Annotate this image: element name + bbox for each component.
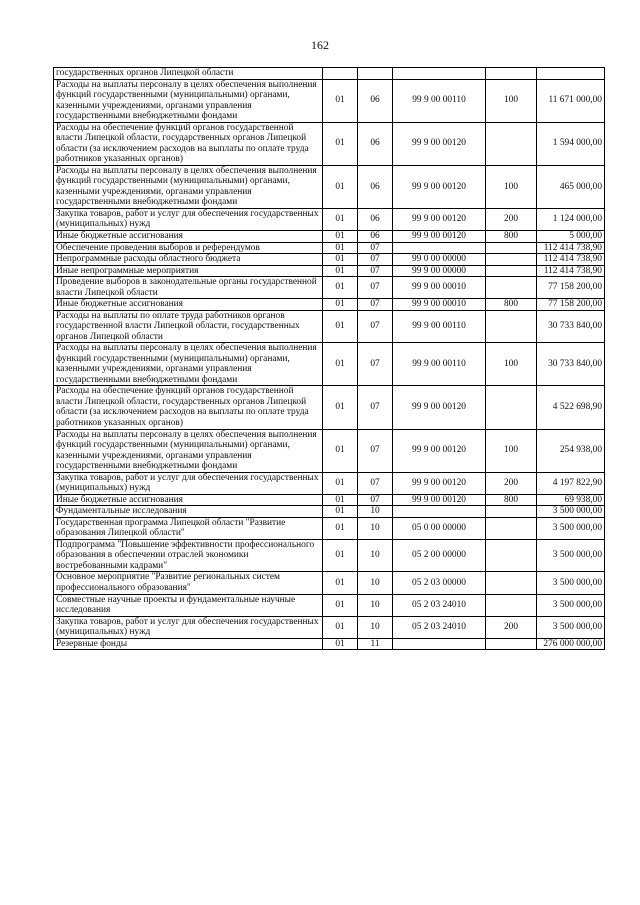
subsection-code-cell: 06: [358, 230, 393, 242]
table-row: [54, 386, 605, 429]
amount-cell: 112 414 738,90: [537, 265, 605, 277]
expense-type-cell: [486, 265, 537, 277]
subsection-code-cell: 07: [358, 265, 393, 277]
target-article-cell: 99 9 00 00120: [393, 429, 486, 472]
target-article-cell: 99 0 00 00000: [393, 254, 486, 266]
amount-cell: 3 500 000,00: [537, 506, 605, 518]
section-code-cell: 01: [323, 572, 358, 594]
subsection-code-cell: 06: [358, 165, 393, 208]
amount-cell: 112 414 738,90: [537, 242, 605, 254]
target-article-cell: 99 9 00 00010: [393, 277, 486, 299]
subsection-code-cell: 10: [358, 594, 393, 616]
amount-cell: 11 671 000,00: [537, 79, 605, 122]
expense-type-cell: 800: [486, 299, 537, 311]
target-article-cell: 99 9 00 00120: [393, 165, 486, 208]
expense-type-cell: [486, 517, 537, 539]
amount-cell: 465 000,00: [537, 165, 605, 208]
subsection-code-cell: 07: [358, 299, 393, 311]
section-code-cell: 01: [323, 594, 358, 616]
target-article-cell: 05 2 03 00000: [393, 572, 486, 594]
amount-cell: 3 500 000,00: [537, 539, 605, 572]
target-article-cell: 99 9 00 00120: [393, 494, 486, 506]
amount-cell: 30 733 840,00: [537, 343, 605, 386]
expense-type-cell: [486, 68, 537, 80]
amount-cell: 69 938,00: [537, 494, 605, 506]
target-article-cell: 05 0 00 00000: [393, 517, 486, 539]
amount-cell: 77 158 200,00: [537, 277, 605, 299]
target-article-cell: 05 2 03 24010: [393, 616, 486, 638]
item-name-cell: Подпрограмма "Повышение эффективности профессионального образования в обеспечении отраслей экономики востребованными кадрами": [54, 539, 323, 572]
table-row: [54, 299, 605, 311]
item-name-cell: Проведение выборов в законодательные органы государственной власти Липецкой области: [54, 277, 323, 299]
subsection-code-cell: 07: [358, 242, 393, 254]
item-name-cell: Расходы на выплаты персоналу в целях обеспечения выполнения функций государственными (муниципальными) органами, казенными учреждениями, органами управления государственными внебюджетными фондами: [54, 79, 323, 122]
page-number: 162: [311, 38, 329, 52]
target-article-cell: 05 2 03 24010: [393, 594, 486, 616]
expense-type-cell: [486, 310, 537, 343]
amount-cell: 254 938,00: [537, 429, 605, 472]
target-article-cell: 05 2 00 00000: [393, 539, 486, 572]
section-code-cell: 01: [323, 208, 358, 230]
table-row: [54, 165, 605, 208]
table-row: [54, 122, 605, 165]
subsection-code-cell: 07: [358, 254, 393, 266]
budget-table: [53, 67, 605, 650]
section-code-cell: 01: [323, 343, 358, 386]
section-code-cell: 01: [323, 506, 358, 518]
section-code-cell: 01: [323, 242, 358, 254]
section-code-cell: 01: [323, 265, 358, 277]
item-name-cell: Расходы на обеспечение функций органов государственной власти Липецкой области, государственных органов Липецкой области (за исключением расходов на выплаты по оплате труда работников указанных органов): [54, 122, 323, 165]
table-row: [54, 429, 605, 472]
table-row: [54, 539, 605, 572]
amount-cell: 3 500 000,00: [537, 616, 605, 638]
subsection-code-cell: 10: [358, 539, 393, 572]
subsection-code-cell: [358, 68, 393, 80]
section-code-cell: 01: [323, 386, 358, 429]
table-row: [54, 616, 605, 638]
subsection-code-cell: 07: [358, 386, 393, 429]
expense-type-cell: 100: [486, 165, 537, 208]
target-article-cell: 99 9 00 00010: [393, 299, 486, 311]
expense-type-cell: 200: [486, 208, 537, 230]
expense-type-cell: 800: [486, 230, 537, 242]
amount-cell: 276 000 000,00: [537, 638, 605, 650]
item-name-cell: Иные бюджетные ассигнования: [54, 299, 323, 311]
budget-table-body: [54, 68, 605, 650]
expense-type-cell: 800: [486, 494, 537, 506]
target-article-cell: [393, 506, 486, 518]
subsection-code-cell: 07: [358, 277, 393, 299]
section-code-cell: 01: [323, 299, 358, 311]
amount-cell: 3 500 000,00: [537, 572, 605, 594]
table-row: [54, 277, 605, 299]
subsection-code-cell: 06: [358, 208, 393, 230]
subsection-code-cell: 07: [358, 494, 393, 506]
amount-cell: 30 733 840,00: [537, 310, 605, 343]
table-row: [54, 230, 605, 242]
section-code-cell: [323, 68, 358, 80]
target-article-cell: 99 9 00 00000: [393, 265, 486, 277]
section-code-cell: 01: [323, 310, 358, 343]
expense-type-cell: [486, 638, 537, 650]
item-name-cell: Иные бюджетные ассигнования: [54, 230, 323, 242]
item-name-cell: Расходы на выплаты персоналу в целях обеспечения выполнения функций государственными (муниципальными) органами, казенными учреждениями, органами управления государственными внебюджетными фондами: [54, 343, 323, 386]
target-article-cell: 99 9 00 00120: [393, 122, 486, 165]
section-code-cell: 01: [323, 429, 358, 472]
expense-type-cell: [486, 506, 537, 518]
item-name-cell: Фундаментальные исследования: [54, 506, 323, 518]
subsection-code-cell: 07: [358, 310, 393, 343]
amount-cell: 1 594 000,00: [537, 122, 605, 165]
expense-type-cell: 200: [486, 616, 537, 638]
amount-cell: 1 124 000,00: [537, 208, 605, 230]
amount-cell: 4 197 822,90: [537, 472, 605, 494]
target-article-cell: [393, 68, 486, 80]
section-code-cell: 01: [323, 277, 358, 299]
section-code-cell: 01: [323, 616, 358, 638]
table-row: [54, 242, 605, 254]
target-article-cell: 99 9 00 00120: [393, 386, 486, 429]
item-name-cell: Расходы на обеспечение функций органов государственной власти Липецкой области, государственных органов Липецкой области (за исключением расходов на выплаты по оплате труда работников указанных органов): [54, 386, 323, 429]
amount-cell: 112 414 738,90: [537, 254, 605, 266]
subsection-code-cell: 07: [358, 429, 393, 472]
table-row: [54, 254, 605, 266]
amount-cell: 4 522 698,90: [537, 386, 605, 429]
subsection-code-cell: 10: [358, 572, 393, 594]
target-article-cell: [393, 242, 486, 254]
expense-type-cell: [486, 254, 537, 266]
item-name-cell: Закупка товаров, работ и услуг для обеспечения государственных (муниципальных) нужд: [54, 208, 323, 230]
table-row: [54, 517, 605, 539]
section-code-cell: 01: [323, 517, 358, 539]
expense-type-cell: [486, 594, 537, 616]
item-name-cell: Закупка товаров, работ и услуг для обеспечения государственных (муниципальных) нужд: [54, 616, 323, 638]
subsection-code-cell: 11: [358, 638, 393, 650]
section-code-cell: 01: [323, 122, 358, 165]
item-name-cell: Расходы на выплаты персоналу в целях обеспечения выполнения функций государственными (муниципальными) органами, казенными учреждениями, органами управления государственными внебюджетными фондами: [54, 165, 323, 208]
target-article-cell: 99 9 00 00110: [393, 310, 486, 343]
subsection-code-cell: 06: [358, 79, 393, 122]
amount-cell: 3 500 000,00: [537, 594, 605, 616]
item-name-cell: Основное мероприятие "Развитие региональных систем профессионального образования": [54, 572, 323, 594]
subsection-code-cell: 10: [358, 506, 393, 518]
item-name-cell: Непрограммные расходы областного бюджета: [54, 254, 323, 266]
section-code-cell: 01: [323, 254, 358, 266]
expense-type-cell: [486, 572, 537, 594]
expense-type-cell: [486, 277, 537, 299]
expense-type-cell: 100: [486, 429, 537, 472]
section-code-cell: 01: [323, 79, 358, 122]
section-code-cell: 01: [323, 539, 358, 572]
table-row: [54, 343, 605, 386]
section-code-cell: 01: [323, 472, 358, 494]
amount-cell: 3 500 000,00: [537, 517, 605, 539]
expense-type-cell: 100: [486, 343, 537, 386]
table-row: [54, 68, 605, 80]
amount-cell: 5 000,00: [537, 230, 605, 242]
expense-type-cell: 200: [486, 472, 537, 494]
target-article-cell: 99 9 00 00120: [393, 472, 486, 494]
item-name-cell: Иные непрограммные мероприятия: [54, 265, 323, 277]
subsection-code-cell: 07: [358, 343, 393, 386]
amount-cell: [537, 68, 605, 80]
target-article-cell: 99 9 00 00120: [393, 230, 486, 242]
expense-type-cell: [486, 122, 537, 165]
item-name-cell: Иные бюджетные ассигнования: [54, 494, 323, 506]
subsection-code-cell: 10: [358, 616, 393, 638]
item-name-cell: Расходы на выплаты персоналу в целях обеспечения выполнения функций государственными (муниципальными) органами, казенными учреждениями, органами управления государственными внебюджетными фондами: [54, 429, 323, 472]
item-name-cell: Обеспечение проведения выборов и референдумов: [54, 242, 323, 254]
section-code-cell: 01: [323, 638, 358, 650]
item-name-cell: государственных органов Липецкой области: [54, 68, 323, 80]
expense-type-cell: 100: [486, 79, 537, 122]
item-name-cell: Расходы на выплаты по оплате труда работников органов государственной власти Липецкой области, государственных органов Липецкой области: [54, 310, 323, 343]
amount-cell: 77 158 200,00: [537, 299, 605, 311]
expense-type-cell: [486, 242, 537, 254]
table-row: [54, 310, 605, 343]
item-name-cell: Государственная программа Липецкой области "Развитие образования Липецкой области": [54, 517, 323, 539]
table-row: [54, 572, 605, 594]
table-row: [54, 638, 605, 650]
table-row: [54, 594, 605, 616]
section-code-cell: 01: [323, 165, 358, 208]
expense-type-cell: [486, 539, 537, 572]
item-name-cell: Закупка товаров, работ и услуг для обеспечения государственных (муниципальных) нужд: [54, 472, 323, 494]
item-name-cell: Резервные фонды: [54, 638, 323, 650]
expense-type-cell: [486, 386, 537, 429]
subsection-code-cell: 10: [358, 517, 393, 539]
table-row: [54, 265, 605, 277]
item-name-cell: Совместные научные проекты и фундаментальные научные исследования: [54, 594, 323, 616]
table-row: [54, 472, 605, 494]
table-row: [54, 208, 605, 230]
section-code-cell: 01: [323, 494, 358, 506]
target-article-cell: 99 9 00 00120: [393, 208, 486, 230]
target-article-cell: [393, 638, 486, 650]
table-row: [54, 494, 605, 506]
table-row: [54, 79, 605, 122]
target-article-cell: 99 9 00 00110: [393, 79, 486, 122]
table-row: [54, 506, 605, 518]
subsection-code-cell: 06: [358, 122, 393, 165]
subsection-code-cell: 07: [358, 472, 393, 494]
target-article-cell: 99 9 00 00110: [393, 343, 486, 386]
section-code-cell: 01: [323, 230, 358, 242]
